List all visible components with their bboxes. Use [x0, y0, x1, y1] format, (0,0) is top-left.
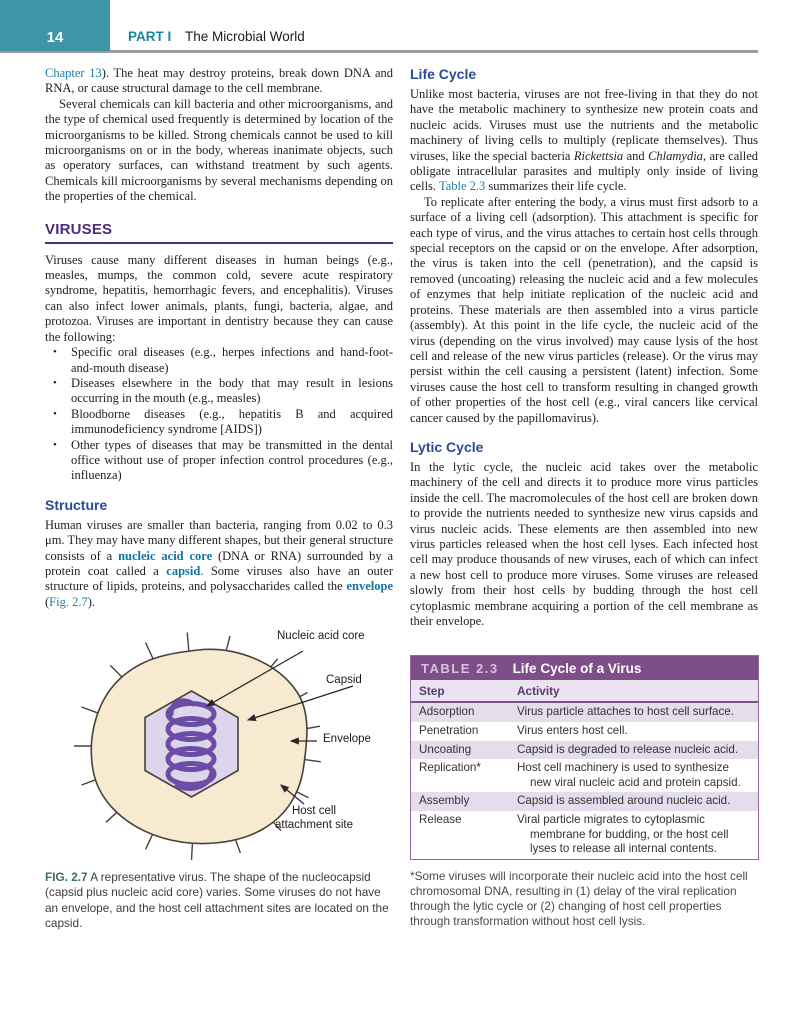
term-nucleic-acid-core: nucleic acid core: [118, 548, 213, 563]
list-item: • Bloodborne diseases (e.g., hepatitis B and acquired immunodeficiency syndrome [AIDS]): [45, 407, 393, 438]
lytic-cycle-paragraph: In the lytic cycle, the nucleic acid takes over the metabolic machinery of the cell and directs it to produce more virus particles inside the cell. The macromolecules of the host cell are broken down to provide the nutrients needed to synthesize new virus capsids and virus nucleic acids. These elements are then assembled into new virus particles released when the host cell lyses. Each infected host cell may produce thousands of new viruses, each of which can infect a new host cell to produce more viruses. Some viruses are released slowly from their host cells by budding through the host cell cytoplasmic membrane acquiring a portion of the cell membrane as their envelope.: [410, 459, 758, 628]
figure-number: FIG. 2.7: [45, 870, 88, 885]
term-capsid: capsid: [166, 563, 201, 578]
table-row: Penetration Virus enters host cell.: [419, 724, 628, 737]
table-2-3-crossref[interactable]: Table 2.3: [438, 179, 486, 194]
structure-heading: Structure: [45, 496, 108, 513]
header-rule: [0, 50, 758, 53]
table-body: [411, 680, 758, 858]
life-cycle-paragraph-1: Unlike most bacteria, viruses are not free-living in that they do not have the metabolic machinery to synthesize new protein coats and nucleic acids. Viruses must use the nutrients and the metabolic machinery of living cells to multiply (replicate themselves). Thus viruses, like the special bacteria Rickettsia and Chlamydia, are called obligate intracellular parasites and multiply only inside of living cells. Table 2.3 summarizes their life cycle.: [410, 87, 758, 194]
table-row: Replication* Host cell machinery is used to synthesize new viral nucleic acid and protein capsid.: [419, 761, 741, 789]
genus-chlamydia: Chlamydia: [648, 148, 703, 163]
part-label: PART I: [128, 29, 172, 44]
table-number: TABLE 2.3: [421, 661, 499, 677]
running-head: [128, 29, 305, 44]
life-cycle-paragraph-2: To replicate after entering the body, a virus must first adsorb to a surface of a living cell (adsorption). This attachment is specific for each type of virus, and the virus attaches to certain host cells through special receptors on the capsid or on the envelope. After adsorption, the virus is taken into the cell (penetration), and the capsid is removed (uncoating) releasing the nucleic acid and a few molecules of enzymes that help initiate replication of the nucleic acid and proteins. These materials are then assembled into a virus particle (assembly). At this point in the life cycle, the nucleic acid of the virus (depending on the virus involved) may cause lysis of the host cell and release of the new virus particles (release). Or the virus may persist within the cell causing a persistent (latent) infection. Some viruses cause the host cell to transform resulting in changed growth of other properties of the host cell (e.g., viral cancers like cervical cancer caused by the papillomavirus).: [410, 194, 758, 425]
label-nucleic-acid-core: Nucleic acid core: [277, 630, 365, 643]
table-row: Uncoating Capsid is degraded to release nucleic acid.: [411, 741, 758, 760]
list-item: • Diseases elsewhere in the body that may result in lesions occurring in the mouth (e.g., measles): [45, 376, 393, 407]
label-envelope: Envelope: [323, 733, 371, 746]
table-footnote: *Some viruses will incorporate their nucleic acid into the host cell chromosomal DNA, resulting in (1) delay of the viral replication through the lytic cycle or (2) changing of host cell properties through transformation without host cell lysis.: [410, 868, 748, 928]
paragraph-chemicals-1: Chapter 13). The heat may destroy proteins, break down DNA and RNA, or cause structural damage to the cell membrane.: [45, 66, 393, 96]
viruses-heading: VIRUSES: [45, 221, 393, 244]
genus-rickettsia: Rickettsia: [573, 148, 624, 163]
page-number-box: [0, 0, 110, 51]
structure-paragraph: Human viruses are smaller than bacteria, ranging from 0.02 to 0.3 μm. They may have many different shapes, but their general structure consists of a nucleic acid core (DNA or RNA) surrounded by a protein coat called a capsid. Some viruses also have an outer structure of lipids, proteins, and polysaccharides called the envelope (Fig. 2.7).: [45, 517, 394, 609]
table-row: Assembly Capsid is assembled around nucleic acid.: [411, 792, 758, 811]
life-cycle-heading: Life Cycle: [410, 66, 477, 82]
virus-disease-list: [45, 345, 393, 484]
column-header-step: Step: [411, 680, 509, 702]
table-title-bar: [411, 656, 758, 680]
chapter-13-crossref[interactable]: Chapter 13: [45, 66, 102, 80]
table-row: Adsorption Virus particle attaches to host cell surface.: [411, 702, 758, 722]
label-host-cell-attachment-site: Host cell attachment site: [275, 805, 353, 832]
part-title: The Microbial World: [185, 29, 305, 44]
table-title: Life Cycle of a Virus: [512, 661, 642, 677]
lytic-cycle-heading: Lytic Cycle: [410, 438, 484, 455]
term-envelope: envelope: [346, 579, 393, 594]
fig-2-7-crossref[interactable]: Fig. 2.7: [49, 594, 88, 609]
label-capsid: Capsid: [326, 674, 362, 687]
figure-caption: FIG. 2.7 A representative virus. The shape of the nucleocapsid (capsid plus nucleic acid core) varies. Some viruses do not have an envelope, and the host cell attachment sites are located on the capsid.: [45, 870, 389, 930]
left-column: [45, 66, 393, 931]
virus-diagram: [45, 624, 393, 864]
list-item: • Specific oral diseases (e.g., herpes infections and hand-foot-and-mouth disease): [45, 345, 393, 376]
page-number: 14: [46, 29, 64, 46]
right-column: [410, 66, 758, 931]
table-row: Release Viral particle migrates to cytoplasmic membrane for budding, or the host cell lyses to release all internal contents.: [419, 812, 729, 856]
paragraph-chemicals-2: Several chemicals can kill bacteria and other microorganisms, and the type of chemical used frequently is determined by location of the microorganisms to be killed. Strong chemicals cannot be used to kill microorganisms on or in the body, whereas inanimate objects, such as operatory surfaces, can withstand treatment by such agents. Chemicals kill microorganisms by several mechanisms depending on the properties of the chemical.: [45, 96, 393, 204]
list-item: • Other types of diseases that may be transmitted in the dental office without use of proper infection control procedures (e.g., influenza): [45, 438, 393, 484]
column-header-activity: Activity: [509, 680, 758, 702]
table-2-3: [410, 655, 759, 859]
page-content: [45, 66, 758, 931]
viruses-intro-paragraph: Viruses cause many different diseases in human beings (e.g., measles, mumps, the common cold, severe acute respiratory syndrome, hepatitis, hemorrhagic fevers, and encephalitis). Viruses can also infect lower animals, plants, fungi, bacteria, algae, and protozoa. Viruses are important in dentistry because they can cause the following:: [45, 252, 393, 344]
